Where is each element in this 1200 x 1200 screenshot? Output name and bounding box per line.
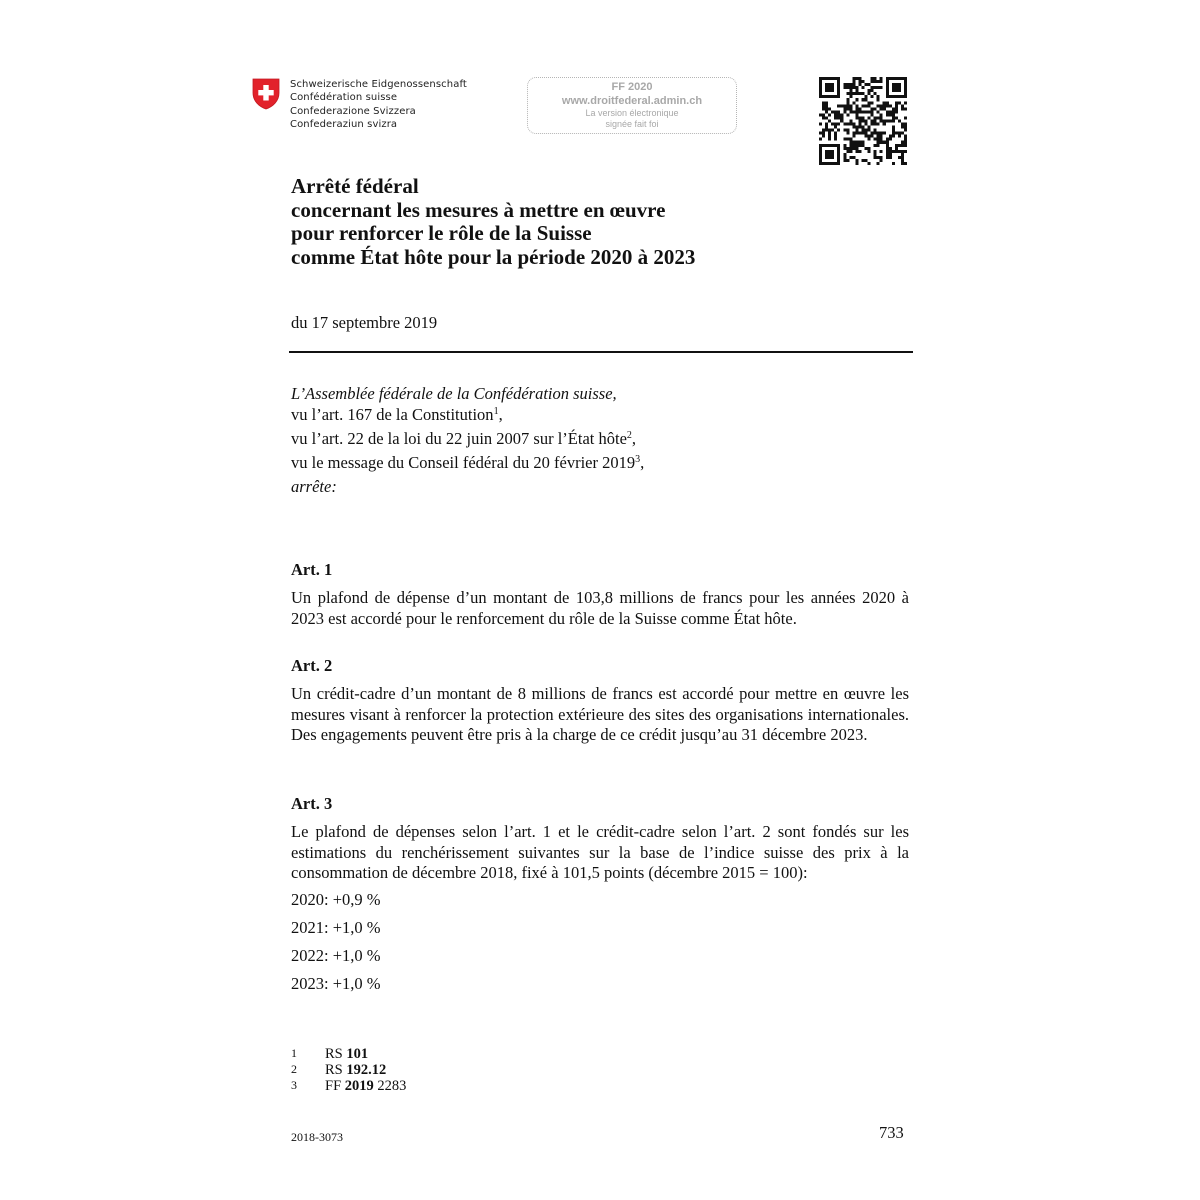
title-line-2: concernant les mesures à mettre en œuvre bbox=[291, 197, 666, 222]
stamp-note-line2: signée fait foi bbox=[605, 119, 659, 129]
stamp-website: www.droitfederal.admin.ch bbox=[561, 95, 703, 107]
inflation-rate-2023: 2023: +1,0 % bbox=[291, 974, 381, 993]
preamble-line-2: vu l’art. 22 de la loi du 22 juin 2007 sur l’État hôte$^2$, bbox=[291, 429, 637, 448]
preamble-line-3: vu le message du Conseil fédéral du 20 février 2019$^3$, bbox=[291, 453, 645, 472]
agency-line-de: Schweizerische Eidgenossenschaft bbox=[290, 79, 467, 90]
title-line-1: Arrêté fédéral bbox=[291, 174, 419, 198]
article-1-text: Un plafond de dépense d’un montant de 103,8 millions de francs pour les années 2020 à 2023 est accordé pour le renforcement du rôle de la Suisse comme État hôte. bbox=[291, 588, 909, 628]
inflation-rate-2021: 2021: +1,0 % bbox=[291, 918, 381, 937]
inflation-rate-2022: 2022: +1,0 % bbox=[291, 946, 381, 965]
qr-code-icon bbox=[819, 77, 907, 165]
article-2-text: Un crédit-cadre d’un montant de 8 millions de francs est accordé pour mettre en œuvre les mesures visant à renforcer la protection extérieure des sites des organisations internationales. Des engagements peuvent être pris à la charge de ce crédit jusqu’au 31 décembre 2023. bbox=[291, 684, 909, 745]
title-line-4: comme État hôte pour la période 2020 à 2023 bbox=[291, 244, 696, 269]
title-line-3: pour renforcer le rôle de la Suisse bbox=[291, 221, 592, 245]
article-1-heading: Art. 1 bbox=[291, 560, 333, 579]
stamp-ff-number: FF 2020 bbox=[611, 81, 653, 93]
footnote-ref-3[interactable]: 3 bbox=[635, 454, 641, 465]
stamp-note-line1: La version électronique bbox=[585, 108, 679, 118]
article-2-heading: Art. 2 bbox=[291, 656, 333, 675]
footnote-1-text: RS 101 bbox=[325, 1046, 369, 1062]
inflation-rate-2020: 2020: +0,9 % bbox=[291, 890, 381, 909]
document-number: 2018-3073 bbox=[291, 1130, 343, 1144]
document-title bbox=[291, 175, 695, 269]
agency-line-fr: Confédération suisse bbox=[290, 92, 398, 104]
preamble-assembly: L’Assemblée fédérale de la Confédération suisse, bbox=[291, 384, 617, 403]
footnote-3-number: 3 bbox=[291, 1078, 297, 1092]
article-3-text: Le plafond de dépenses selon l’art. 1 et le crédit-cadre selon l’art. 2 sont fondés sur les estimations du renchérissement suivantes sur la base de l’indice suisse des prix à la consommation de décembre 2018, fixé à 101,5 points (décembre 2015 = 100): bbox=[291, 822, 909, 883]
agency-line-rm: Confederaziun svizra bbox=[290, 118, 398, 130]
preamble-decree: arrête: bbox=[291, 477, 337, 496]
publication-stamp bbox=[527, 77, 737, 134]
preamble bbox=[291, 383, 644, 497]
footnote-3-text: FF 2019 2283 bbox=[325, 1078, 407, 1094]
footnote-ref-2[interactable]: 2 bbox=[626, 430, 632, 441]
article-3-heading: Art. 3 bbox=[291, 794, 333, 813]
preamble-line-1: vu l’art. 167 de la Constitution$^1$, bbox=[291, 405, 503, 424]
footnote-2-text: RS 192.12 bbox=[325, 1062, 387, 1078]
footnote-1-number: 1 bbox=[291, 1046, 297, 1060]
footnote-ref-1[interactable]: 1 bbox=[493, 406, 499, 417]
swiss-coat-of-arms-icon bbox=[252, 78, 280, 110]
document-date: du 17 septembre 2019 bbox=[291, 313, 438, 332]
title-divider bbox=[289, 351, 913, 353]
footnote-2-number: 2 bbox=[291, 1062, 297, 1076]
agency-name-block bbox=[290, 78, 467, 131]
page-number: 733 bbox=[879, 1123, 904, 1142]
agency-line-it: Confederazione Svizzera bbox=[290, 105, 416, 117]
